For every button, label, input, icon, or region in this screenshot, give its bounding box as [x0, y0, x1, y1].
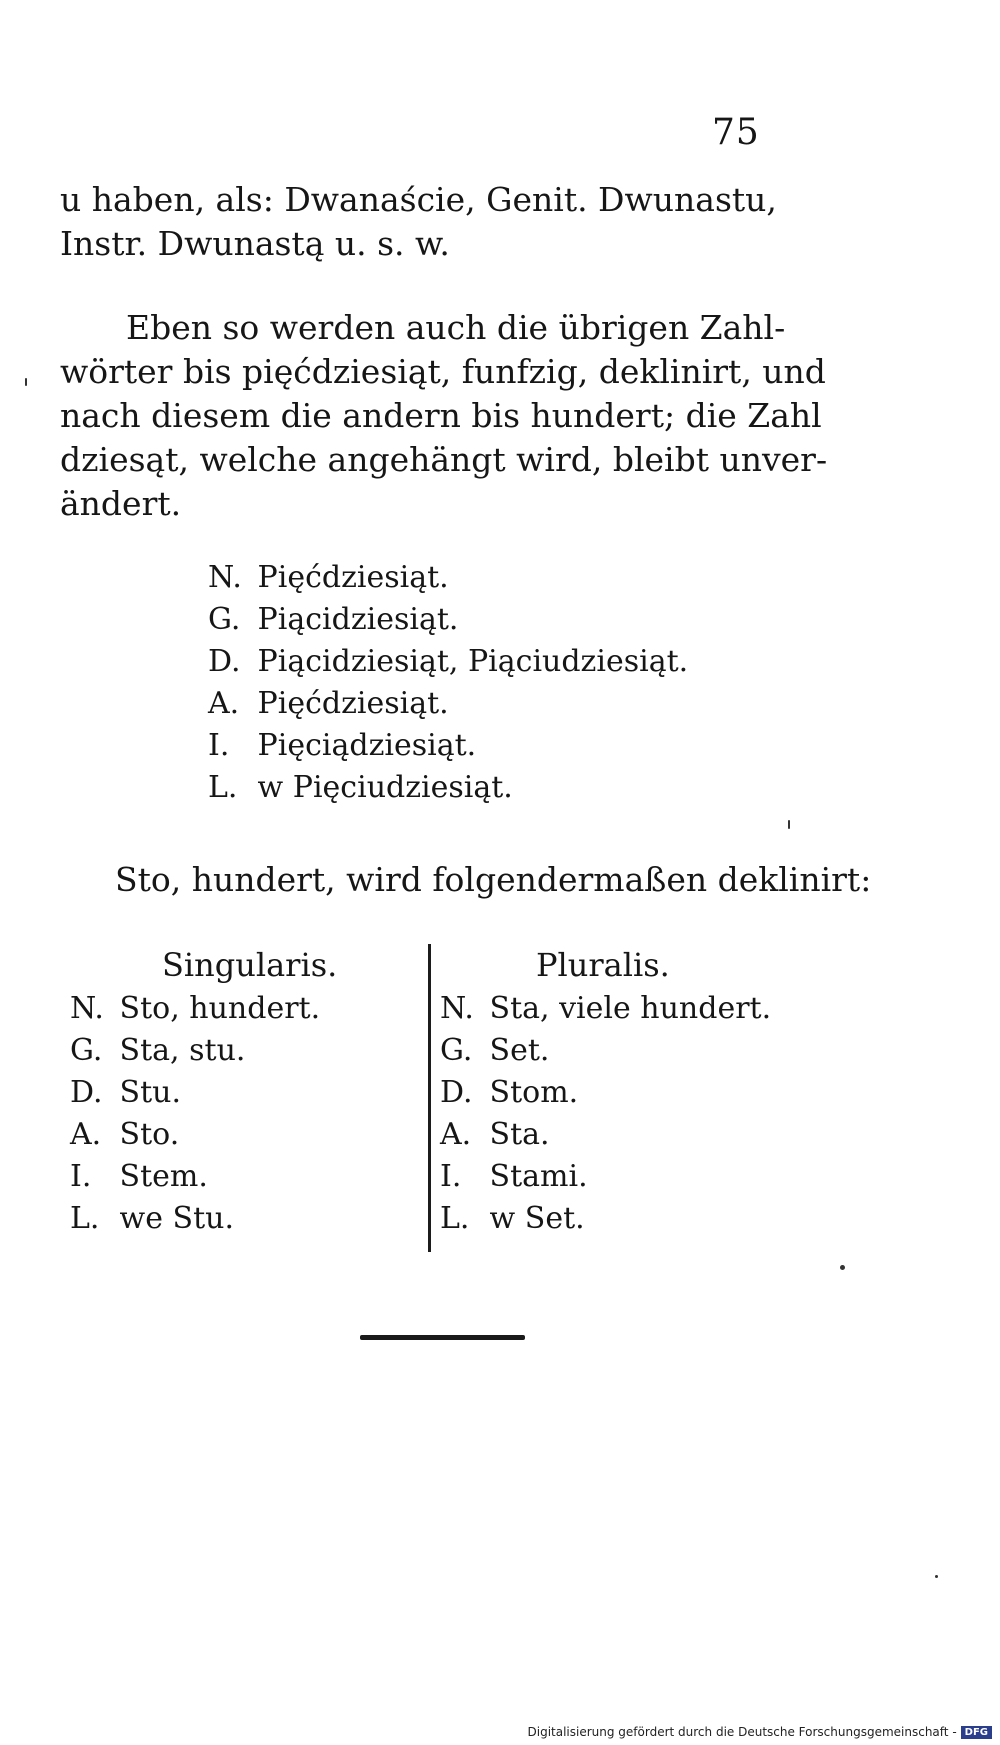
singular-column	[70, 944, 410, 1240]
declension-list-fifty	[208, 557, 688, 809]
case-label: N.	[440, 991, 474, 1026]
case-form: Piącidziesiąt, Piąciudziesiąt.	[257, 644, 689, 679]
table-row	[70, 1030, 410, 1072]
case-form: Pięćdziesiąt.	[257, 686, 449, 721]
table-row	[440, 1156, 800, 1198]
case-label: D.	[208, 644, 241, 679]
case-form: Sto.	[119, 1117, 180, 1152]
case-label: D.	[440, 1075, 473, 1110]
text-line: Eben so werden auch die übrigen Zahl-	[126, 308, 786, 347]
case-label: D.	[70, 1075, 103, 1110]
case-label: I.	[208, 728, 230, 763]
column-divider	[428, 944, 431, 1252]
text-line: u haben, als: Dwanaście, Genit. Dwunastu,	[60, 180, 777, 219]
case-label: N.	[70, 991, 104, 1026]
case-form: Stem.	[119, 1159, 208, 1194]
section-end-rule	[360, 1335, 525, 1340]
declension-row	[208, 641, 688, 683]
sentence-sto: Sto, hundert, wird folgendermaßen deklinirt:	[115, 860, 872, 899]
case-label: I.	[70, 1159, 92, 1194]
declension-row	[208, 557, 688, 599]
text-line: wörter bis pięćdziesiąt, funfzig, deklinirt, und	[60, 352, 826, 391]
case-form: Stu.	[119, 1075, 182, 1110]
case-form: Stom.	[489, 1075, 579, 1110]
case-form: Sta.	[489, 1117, 550, 1152]
table-row	[70, 1114, 410, 1156]
text-line: nach diesem die andern bis hundert; die Zahl	[60, 396, 822, 435]
case-label: A.	[440, 1117, 472, 1152]
plural-column	[440, 944, 800, 1240]
case-form: w Pięciudziesiąt.	[257, 770, 513, 805]
case-label: L.	[208, 770, 238, 805]
table-row	[70, 988, 410, 1030]
case-label: I.	[440, 1159, 462, 1194]
page-number: 75	[712, 112, 760, 153]
case-form: Stami.	[489, 1159, 588, 1194]
case-label: A.	[208, 686, 240, 721]
declension-row	[208, 767, 688, 809]
case-form: Sta, viele hundert.	[489, 991, 772, 1026]
table-row	[70, 1156, 410, 1198]
singular-header: Singularis.	[162, 946, 338, 984]
case-label: G.	[70, 1033, 103, 1068]
digitization-footer	[528, 1725, 993, 1739]
scan-speck	[840, 1265, 845, 1270]
footer-text: Digitalisierung gefördert durch die Deutsche Forschungsgemeinschaft -	[527, 1725, 957, 1739]
case-form: Set.	[489, 1033, 550, 1068]
case-label: L.	[70, 1201, 100, 1236]
table-row	[70, 1072, 410, 1114]
case-label: G.	[208, 602, 241, 637]
case-label: G.	[440, 1033, 473, 1068]
scan-speck	[935, 1575, 938, 1578]
case-form: Pięciądziesiąt.	[257, 728, 477, 763]
table-row	[440, 1114, 800, 1156]
case-form: we Stu.	[119, 1201, 234, 1236]
case-form: w Set.	[489, 1201, 585, 1236]
case-label: A.	[70, 1117, 102, 1152]
text-line: Instr. Dwunastą u. s. w.	[60, 224, 450, 263]
case-label: L.	[440, 1201, 470, 1236]
declension-row	[208, 599, 688, 641]
case-label: N.	[208, 560, 242, 595]
case-form: Sto, hundert.	[119, 991, 321, 1026]
table-row	[440, 1030, 800, 1072]
case-form: Sta, stu.	[119, 1033, 246, 1068]
scan-speck	[788, 820, 790, 829]
table-row	[440, 1198, 800, 1240]
scan-speck	[25, 378, 27, 386]
table-row	[440, 988, 800, 1030]
case-form: Piącidziesiąt.	[257, 602, 459, 637]
case-form: Pięćdziesiąt.	[257, 560, 449, 595]
table-row	[440, 1072, 800, 1114]
declension-row	[208, 683, 688, 725]
dfg-logo: DFG	[961, 1726, 992, 1739]
declension-row	[208, 725, 688, 767]
table-row	[70, 1198, 410, 1240]
text-line: dziesąt, welche angehängt wird, bleibt unver-	[60, 440, 828, 479]
paragraph-numerals	[60, 306, 828, 526]
paragraph-continuation	[60, 178, 780, 266]
plural-header: Pluralis.	[536, 946, 670, 984]
text-line: ändert.	[60, 484, 182, 523]
